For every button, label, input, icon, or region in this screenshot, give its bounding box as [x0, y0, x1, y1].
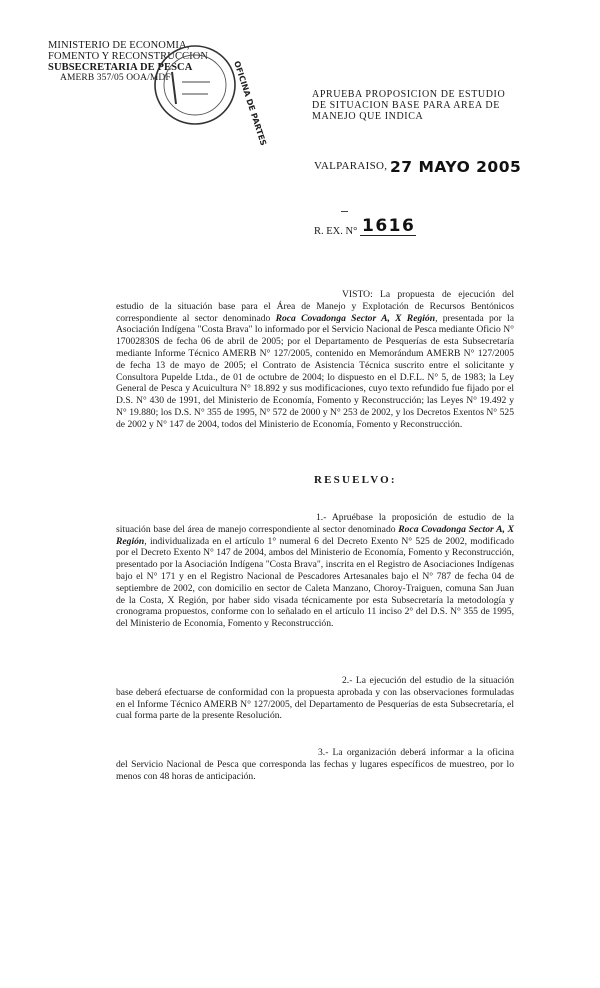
resolution-tick	[341, 211, 348, 212]
resolution-item-3: 3.- La organización deberá informar a la oficina del Servicio Nacional de Pesca que corresponda las fechas y lugares específicos de muestreo, por lo menos con 48 horas de anticipación.	[116, 747, 514, 782]
item-1-text: 1.- Apruébase la proposición de estudio de la situación base del área de manejo correspondiente al sector denominado	[116, 512, 514, 535]
subject-line: DE SITUACION BASE PARA AREA DE	[312, 100, 500, 111]
item-1-text: , individualizada en el artículo 1° numeral 6 del Decreto Exento N° 525 de 2002, modificado por el Decreto Exento N° 147 de 2004, ambos del Ministerio de Economía, Fomento y Reconstrucción, presentado por la Asociación Indígena "Costa Brava", inscrita en el Registro de Asociaciones Indígenas bajo el N° 171 y en el Registro Nacional de Pescadores Artesanales bajo el N° 787 de fecha 04 de septiembre de 2002, con domicilio en sector de Caleta Manzano, Choroy-Traiguen, comuna San Juan de la Costa, X Región, por haber sido visada técnicamente por esta Subsecretaría la metodología y cronograma propuestos, conforme con lo señalado en el artículo 11 inciso 2° del D.S. N° 355 de 1995, del Ministerio de Economía, Fomento y Reconstrucción.	[116, 535, 514, 630]
visto-text: , presentada por la Asociación Indígena "Costa Brava" lo informado por el Servicio Nacional de Pesca mediante Oficio N° 17002830S de fecha 06 de abril de 2005; por el Departamento de Pesquerías de esta Subsecretaría mediante Informe Técnico AMERB N° 127/2005, contenido en Memorándum AMERB N° 127/2005 de fecha 13 de mayo de 2005; el Contrato de Asistencia Técnica suscrito entre el solicitante y Consultora Pupelde Ltda., de 01 de octubre de 2004; lo dispuesto en el D.F.L. N° 5, de 1983; la Ley General de Pesca y Acuicultura N° 18.892 y sus modificaciones, cuyo texto refundido fue fijado por el D.S. N° 430 de 1991, del Ministerio de Economía, Fomento y Reconstrucción; las Leyes N° 19.492 y N° 19.880; los D.S. N° 355 de 1995, N° 572 de 2000 y N° 253 de 2002, y los Decretos Exentos N° 525 de 2002 y N° 147 de 2004, todos del Ministerio de Economía, Fomento y Reconstrucción.	[116, 312, 514, 430]
resolution-item-2: 2.- La ejecución del estudio de la situación base deberá efectuarse de conformidad con la propuesta aprobada y con las observaciones formuladas en el Informe Técnico AMERB N° 127/2005, del Departamento de Pesquerías de esta Subsecretaría, el cual forma parte de la presente Resolución.	[116, 675, 514, 722]
visto-text: La propuesta de ejecución del estudio de la situación base para el Área de Manejo y Explotación de Recursos Bentónicos correspondiente al sector denominado	[116, 289, 514, 324]
resolution-underline	[360, 235, 416, 236]
visto-lead: VISTO:	[342, 289, 373, 300]
office-seal	[150, 42, 268, 147]
item-1-sector: Roca Covadonga Sector A, X Región	[116, 523, 514, 547]
ministry-line: SUBSECRETARIA DE PESCA	[48, 62, 193, 73]
resolution-label: R. EX. N°	[314, 226, 358, 237]
ministry-line: FOMENTO Y RECONSTRUCCION	[48, 51, 209, 62]
resolution-item-1	[116, 512, 514, 630]
resolution-number: 1616	[362, 216, 416, 236]
reference-code: AMERB 357/05 OOA/MDF	[60, 73, 171, 83]
seal-text: OFICINA DE PARTES	[232, 59, 268, 147]
ministry-line: MINISTERIO DE ECONOMIA,	[48, 40, 190, 51]
date-city: VALPARAISO,	[314, 160, 388, 172]
resuelvo-heading: RESUELVO:	[314, 474, 397, 486]
visto-sector: Roca Covadonga Sector A, X Región	[275, 312, 436, 324]
subject-line: MANEJO QUE INDICA	[312, 111, 424, 122]
subject-line: APRUEBA PROPOSICION DE ESTUDIO	[312, 89, 506, 100]
document-subject	[312, 89, 572, 122]
date-stamp: 27 MAYO 2005	[390, 158, 522, 176]
visto-paragraph	[116, 289, 514, 431]
